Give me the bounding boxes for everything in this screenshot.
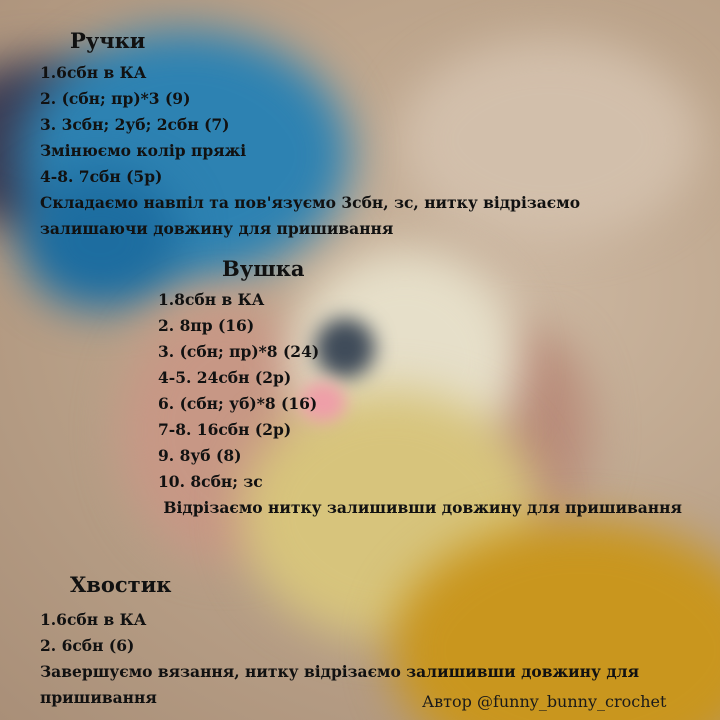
pattern-line: Змінюємо колір пряжі (40, 141, 247, 160)
pattern-line: Складаємо навпіл та пов'язуємо 3сбн, зс, нитку відрізаємо (40, 193, 581, 212)
pattern-line: 2. 8пр (16) (158, 316, 255, 335)
pattern-line: 4-5. 24сбн (2р) (158, 368, 292, 387)
pattern-line: залишаючи довжину для пришивання (40, 219, 394, 238)
pattern-line: 2. 6сбн (6) (40, 636, 135, 655)
pattern-line: 1.8сбн в КА (158, 290, 265, 309)
section-title-khvostyk: Хвостик (70, 572, 172, 597)
pattern-line: 3. (сбн; пр)*8 (24) (158, 342, 320, 361)
pattern-line: Відрізаємо нитку залишивши довжину для пришивання (158, 498, 682, 517)
pattern-line: 3. 3сбн; 2уб; 2сбн (7) (40, 115, 230, 134)
pattern-line: 2. (сбн; пр)*3 (9) (40, 89, 191, 108)
pattern-line: 1.6сбн в КА (40, 63, 147, 82)
pattern-line: 7-8. 16сбн (2р) (158, 420, 292, 439)
section-title-ruchky: Ручки (70, 28, 146, 53)
pattern-line: 6. (сбн; уб)*8 (16) (158, 394, 318, 413)
section-lines-ruchky (40, 60, 580, 242)
section-title-vushka: Вушка (222, 256, 305, 281)
pattern-line: 4-8. 7сбн (5р) (40, 167, 163, 186)
pattern-line: пришивання (40, 688, 157, 707)
pattern-line: 10. 8сбн; зс (158, 472, 263, 491)
author-credit: Автор @funny_bunny_crochet (422, 692, 667, 711)
pattern-line: 9. 8уб (8) (158, 446, 242, 465)
section-lines-vushka (158, 287, 682, 521)
pattern-line: 1.6сбн в КА (40, 610, 147, 629)
pattern-line: Завершуємо вязання, нитку відрізаємо залишивши довжину для (40, 662, 640, 681)
